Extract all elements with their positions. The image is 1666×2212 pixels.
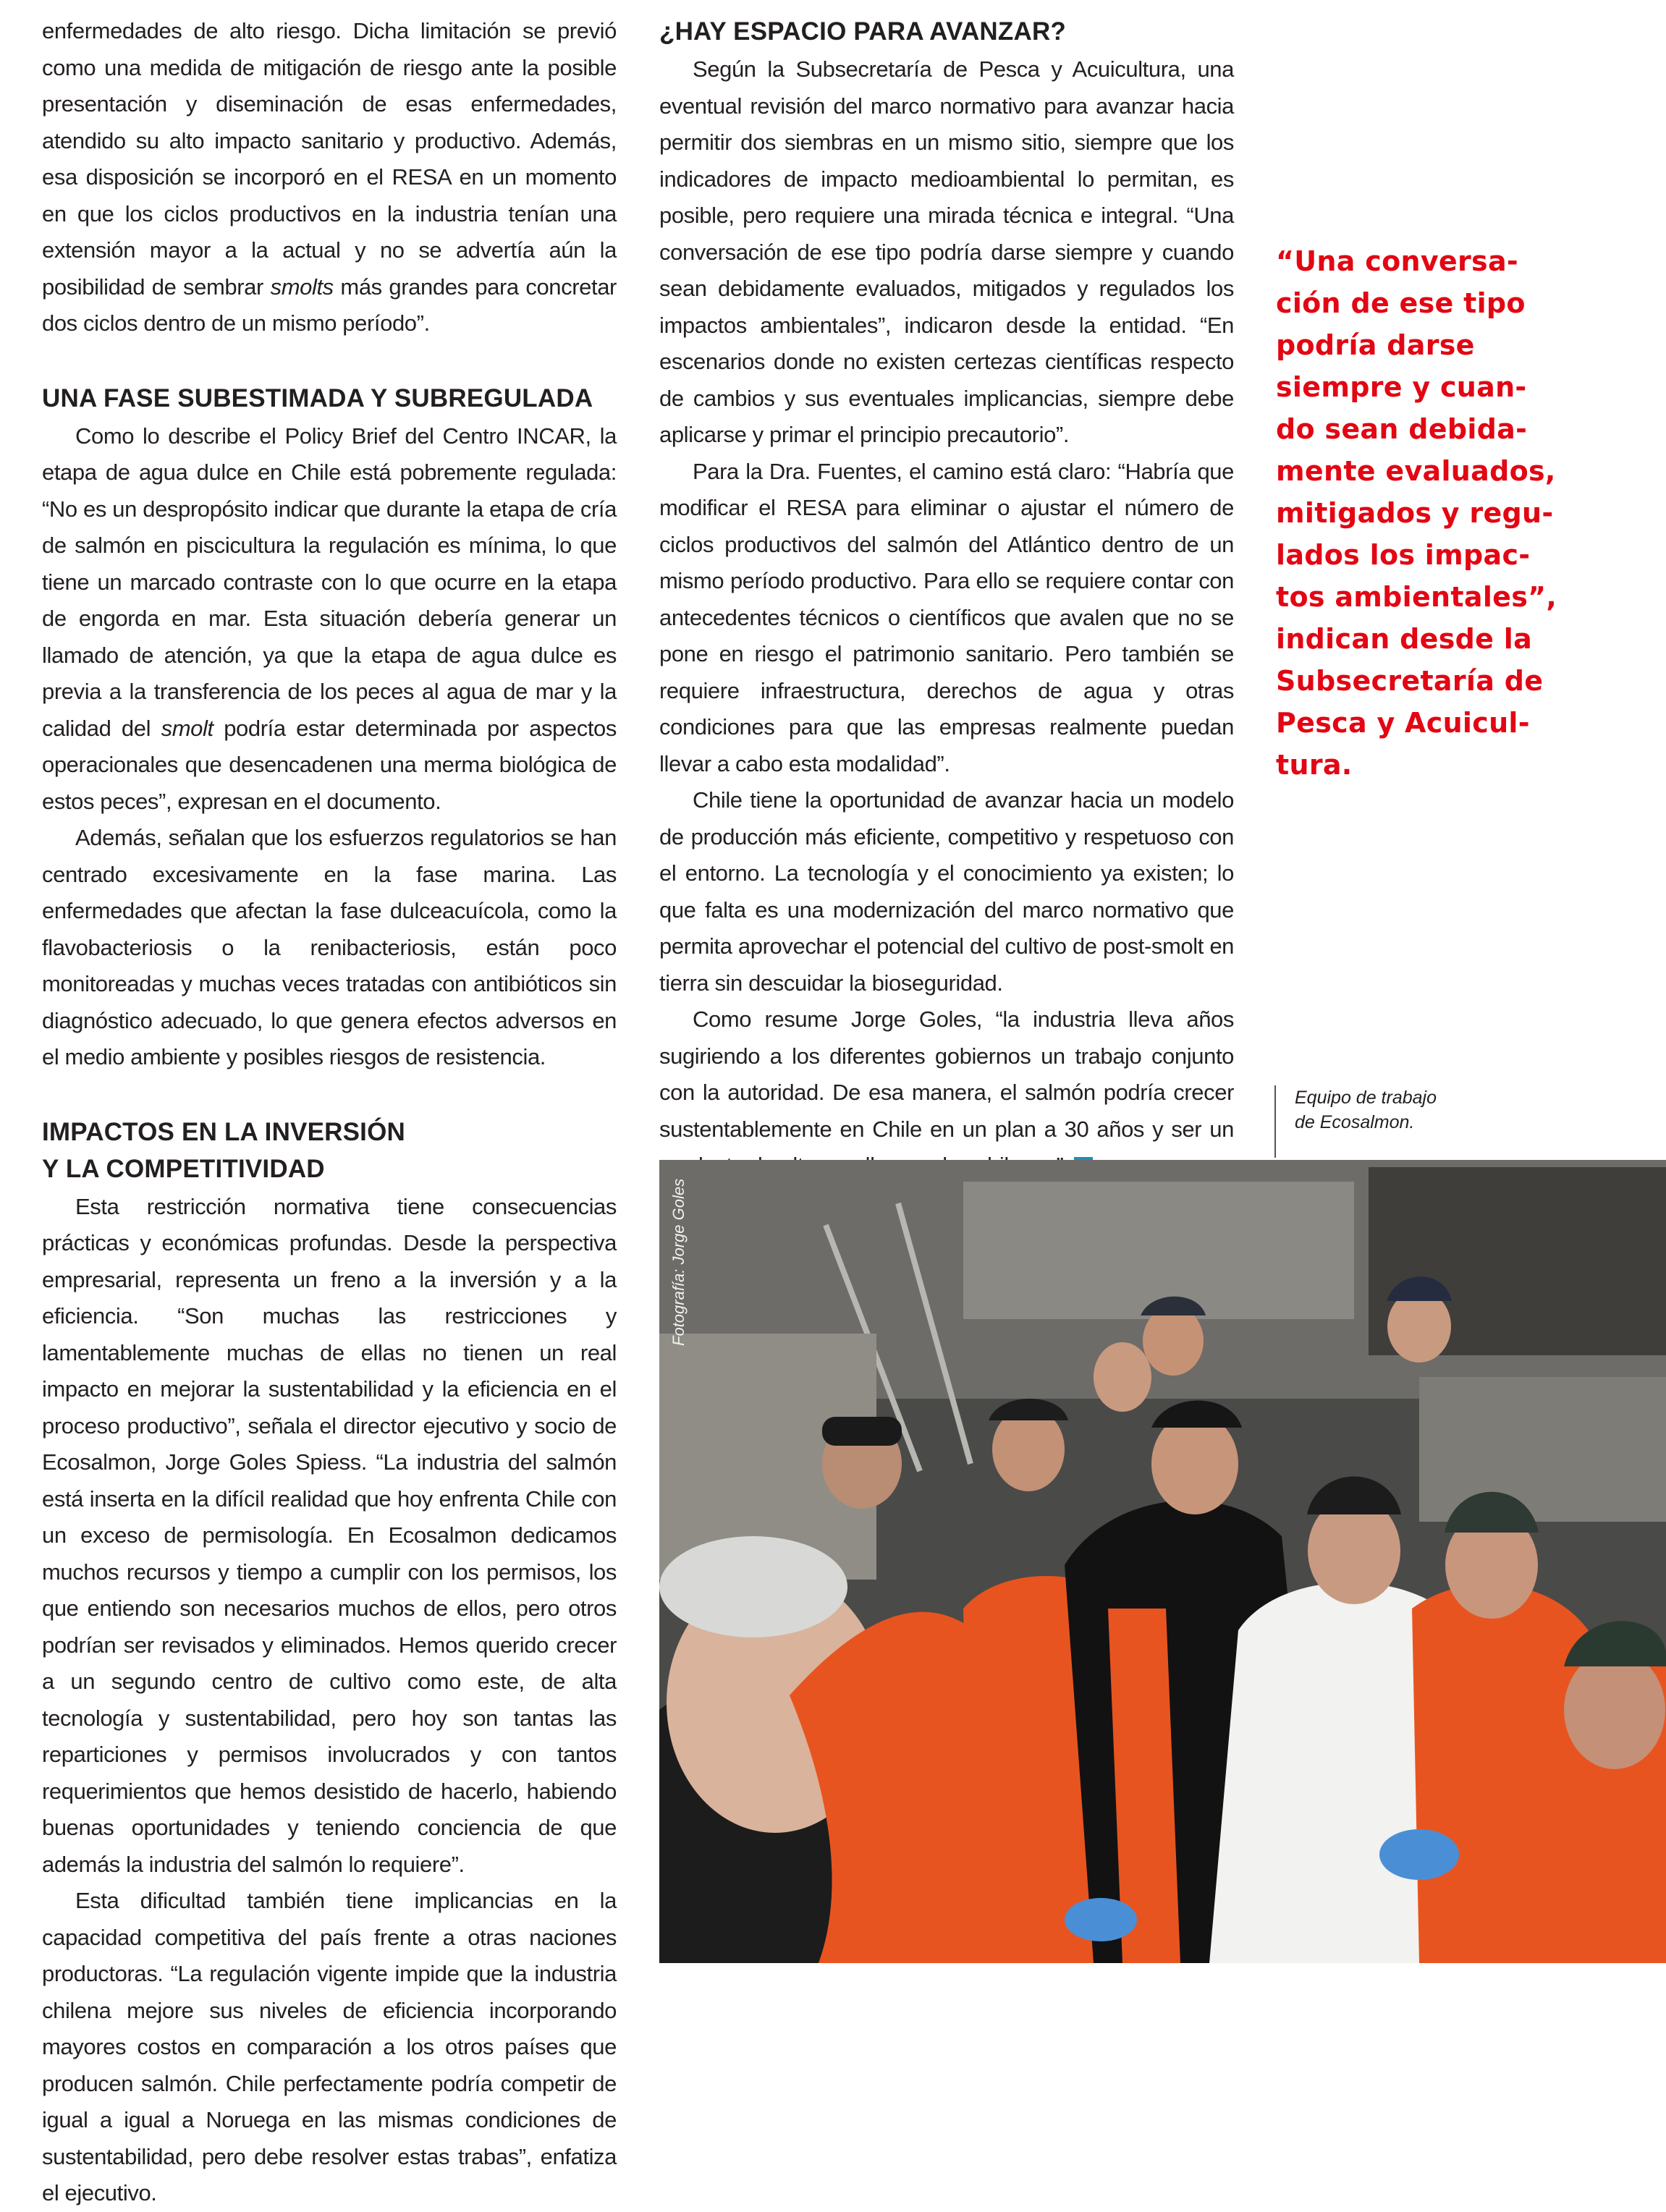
section-heading-espacio: ¿HAY ESPACIO PARA AVANZAR?: [659, 17, 1067, 46]
paragraph: enfermedades de alto riesgo. Dicha limitación se previó como una medida de mitigación de riesgo ante la posible presentación y diseminación de esas enfermedades, atendido su alto impacto sanitario y productivo. Además, esa disposición se incorporó en el RESA en un momento en que los ciclos productivos en la industria tenían una extensión mayor a la actual y no se advertía aún la posibilidad de sembrar smolts más grandes para concretar dos ciclos dentro de un mismo período”.: [42, 18, 617, 336]
paragraph: Como resume Jorge Goles, “la industria lleva años sugiriendo a los diferentes gobiernos un trabajo conjunto con la autoridad. De esa manera, el salmón podría crecer sustentablemente en Chile en un plan a 30 años y ser un: [659, 1001, 1234, 1185]
paragraph: Esta restricción normativa tiene consecuencias prácticas y económicas profundas. Desde la perspectiva empresarial, representa un freno a la inversión y a la eficiencia. “Son muchas las restricciones y lamentablemente muchas de ellas no tienen un real impacto en mejorar la sustentabilidad y la eficiencia en el proceso productivo”, señala el director ejecutivo y socio de Ecosalmon, Jorge Goles Spiess. “La industria del salmón está inserta en la difícil realidad que hoy enfrenta Chile con un exceso de permisología. En Ecosalmon dedicamos muchos recursos y tiempo a cumplir con los permisos, los que entiendo son necesarios muchos de ellos, pero otros podrían ser revisados y eliminados. Hemos querido crecer a un segundo centro de cultivo como este, de alta tecnología y sustentabilidad, pero hoy son tantas las reparticiones y permisos involucrados y con tantos requerimientos que hemos desistido de hacerlo, habiendo buenas oportunidades y teniendo conciencia de que además la industria del salmón lo requiere”.: [42, 1193, 617, 1877]
paragraph: Como lo describe el Policy Brief del Centro INCAR, la etapa de agua dulce en Chile está pobremente regulada: “No es un despropósito indicar que durante la etapa de cría de salmón en piscicultura la regulación es mínima, lo que tiene un marcado contraste con lo que ocurre en la etapa de engorda en mar. Esta situación debería generar un llamado de atención, ya que la etapa de agua dulce es previa a la transferencia de los peces al agua de mar y la calidad del smolt podría estar determinada por aspectos operacionales que desencadenen una merma biológica de estos peces”, expresan en el documento.: [42, 423, 617, 814]
section-heading-impactos: IMPACTOS EN LA INVERSIÓN Y LA COMPETITIVIDAD: [42, 1117, 405, 1183]
section-heading-fase: UNA FASE SUBESTIMADA Y SUBREGULADA: [42, 384, 593, 412]
middle-column: [659, 13, 1234, 1185]
left-column: [42, 13, 617, 2212]
paragraph: Esta dificultad también tiene implicancias en la capacidad competitiva del país frente a otras naciones productoras. “La regulación vigente impide que la industria chilena mejore sus niveles de eficiencia incorporando mayores costos en comparación a los otros países que producen salmón. Chile perfectamente podría competir de igual a igual a Noruega en las mismas condiciones de sustentabilidad, pero debe resolver estas trabas”, enfatiza el ejecutivo.: [42, 1888, 617, 2205]
photo-credit: Fotografía: Jorge Goles: [669, 1178, 688, 1346]
team-photo-illustration: [659, 1160, 1666, 1963]
photo-caption: Equipo de trabajo de Ecosalmon.: [1274, 1085, 1437, 1158]
pull-quote: “Una conversa- ción de ese tipo podría darse siempre y cuan- do sean debida- mente evaluados, mitigados y regu- lados los impac- tos ambientales”, indican desde la Subsecretaría de Pesca y Acuicul- tura.: [1276, 245, 1557, 781]
paragraph: Además, señalan que los esfuerzos regulatorios se han centrado excesivamente en la fase marina. Las enfermedades que afectan la fase dulceacuícola, como la flavobacteriosis o la renibacteriosis, están poco monitoreadas y muchas veces tratadas con antibióticos sin diagnóstico adecuado, lo que genera efectos adversos en el medio ambiente y posibles riesgos de resistencia.: [42, 825, 617, 1069]
paragraph: Según la Subsecretaría de Pesca y Acuicultura, una eventual revisión del marco normativo para avanzar hacia permitir dos siembras en un mismo sitio, siempre que los indicadores de impacto medioambiental lo permitan, es posible, pero requiere una mirada técnica e integral. “Una conversación de ese tipo podría darse siempre y cuando sean debidamente evaluados, mitigados y regulados los impactos ambientales”, indicaron desde la entidad. “En escenarios donde no existen certezas científicas respecto de cambios y sus eventuales implicancias, siempre debe aplicarse y primar el principio precautorio”.: [659, 56, 1234, 447]
paragraph: Chile tiene la oportunidad de avanzar hacia un modelo de producción más eficiente, competitivo y respetuoso con el entorno. La tecnología y el conocimiento ya existen; lo que falta es una modernización del marco normativo que permita aprovechar el potencial del cultivo de post-smolt en tierra sin descuidar la bioseguridad.: [659, 787, 1234, 996]
team-photo: [659, 1160, 1666, 1963]
paragraph: Para la Dra. Fuentes, el camino está claro: “Habría que modificar el RESA para eliminar o ajustar el número de ciclos productivos del salmón del Atlántico dentro de un mismo período productivo. Para ello se requiere contar con antecedentes técnicos o científicos que avalen que no se pone en riesgo el patrimonio sanitario. Pero también se requiere infraestructura, derechos de agua y otras condiciones para que las empresas realmente puedan llevar a cabo esta modalidad”.: [659, 458, 1234, 776]
